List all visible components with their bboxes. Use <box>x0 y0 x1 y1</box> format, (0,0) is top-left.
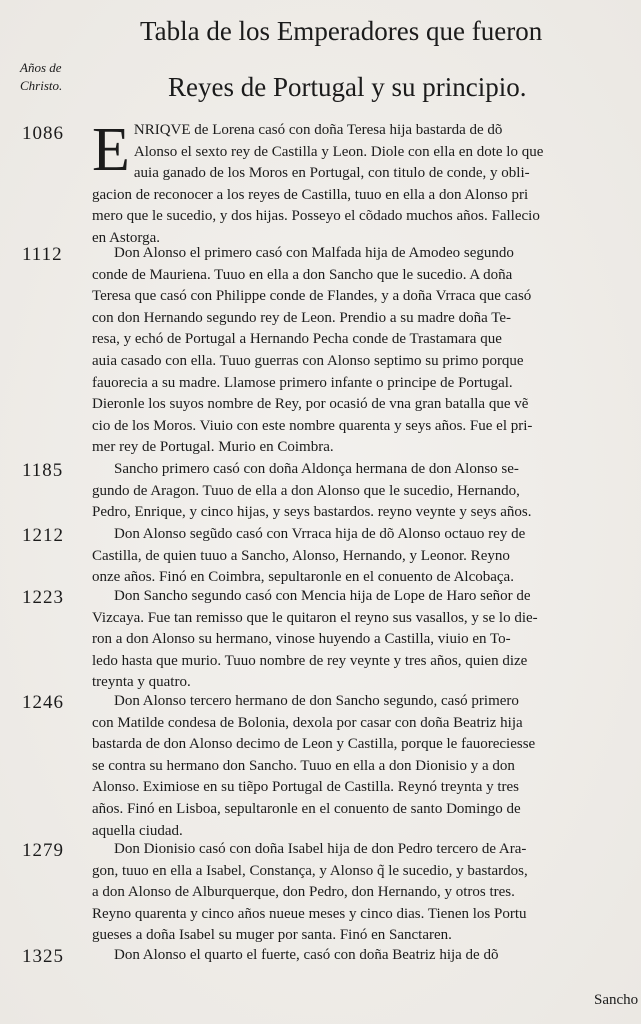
text-line: Vizcaya. Fue tan remisso que le quitaron el reyno sus vasallos, y se lo die- <box>92 609 538 626</box>
text-line: resa, y echó de Portugal a Hernando Pecha conde de Trastamara que <box>92 331 502 348</box>
text-line: en Astorga. <box>92 229 161 246</box>
text-line: auia ganado de los Moros en Portugal, con titulo de conde, y obli- <box>133 165 530 182</box>
text-line: Teresa que casó con Philippe conde de Flandes, y a doña Vrraca que casó <box>92 288 532 305</box>
text-line: con don Hernando segundo rey de Leon. Prendio a su madre doña Te- <box>92 309 511 326</box>
text-line: a don Alonso de Alburquerque, don Pedro, don Hernando, y otros tres. <box>92 884 515 901</box>
entry-paragraph <box>92 459 628 524</box>
year-label: 1223 <box>22 587 64 608</box>
text-line: fauorecia a su madre. Llamose primero infante o principe de Portugal. <box>92 374 513 391</box>
text-line: ron a don Alonso su hermano, vinose huyendo a Castilla, viuio en To- <box>92 631 511 648</box>
text-line: Alonso. Eximiose en su tiẽpo Portugal de Castilla. Reynó treynta y tres <box>92 779 520 796</box>
text-line: mer rey de Portugal. Murio en Coimbra. <box>92 439 334 456</box>
margin-heading-line-1: Años de <box>20 60 62 75</box>
text-line: Dieronle los suyos nombre de Rey, por ocasió de vna gran batalla que vẽ <box>92 396 529 413</box>
text-line: Don Alonso el primero casó con Malfada hija de Amodeo segundo <box>114 245 514 261</box>
text-line: ledo hasta que murio. Tuuo nombre de rey veynte y tres años, quien dize <box>92 652 528 669</box>
year-label: 1279 <box>22 840 64 861</box>
text-line: Don Dionisio casó con doña Isabel hija de don Pedro tercero de Ara- <box>114 841 527 857</box>
text-line: gacion de reconocer a los reyes de Castilla, tuuo en ella a don Alonso pri <box>92 186 529 203</box>
text-line: Don Alonso segũdo casó con Vrraca hija de dõ Alonso octauo rey de <box>114 526 526 542</box>
text-line: onze años. Finó en Coimbra, sepultaronle en el conuento de Alcobaça. <box>92 569 514 586</box>
text-line: gundo de Aragon. Tuuo de ella a don Alonso que le sucedio, Hernando, <box>92 482 520 499</box>
year-label: 1212 <box>22 525 64 546</box>
entry-paragraph <box>92 691 628 842</box>
text-line: aquella ciudad. <box>92 822 183 839</box>
page-title-line-2: Reyes de Portugal y su principio. <box>168 72 527 102</box>
text-line: Don Sancho segundo casó con Mencia hija de Lope de Haro señor de <box>114 588 531 604</box>
year-label: 1086 <box>22 123 64 144</box>
text-line: se contra su hermano don Sancho. Tuuo en ella a don Dionisio y a don <box>92 757 515 774</box>
text-line: mero que le sucedio, y dos hijas. Posseyo el cõdado muchos años. Fallecio <box>92 208 540 225</box>
text-line: treynta y quatro. <box>92 674 191 691</box>
text-line: Don Alonso tercero hermano de don Sancho segundo, casó primero <box>114 693 519 709</box>
drop-cap: E <box>92 116 130 184</box>
text-line: años. Finó en Lisboa, sepultaronle en el conuento de santo Domingo de <box>92 800 521 817</box>
text-line: con Matilde condesa de Bolonia, dexola por casar con doña Beatriz hija <box>92 714 523 731</box>
entry-paragraph <box>92 839 628 947</box>
page-title-line-1: Tabla de los Emperadores que fueron <box>140 16 543 46</box>
entry-paragraph <box>92 524 628 589</box>
text-line: Pedro, Enrique, y cinco hijas, y seys bastardos. reyno veynte y seys años. <box>92 504 532 521</box>
text-line: gueses a doña Isabel su muger por santa. Finó en Sanctaren. <box>92 927 452 944</box>
text-line: bastarda de don Alonso decimo de Leon y Castilla, porque le fauoreciesse <box>92 736 536 753</box>
entry-paragraph <box>92 945 628 967</box>
year-label: 1112 <box>22 244 63 265</box>
text-line: conde de Mauriena. Tuuo en ella a don Sancho que le sucedio. A doña <box>92 266 513 283</box>
entry-paragraph <box>92 243 628 459</box>
text-line: auia casado con ella. Tuuo guerras con Alonso septimo su primo porque <box>92 352 524 369</box>
margin-heading <box>20 59 90 95</box>
text-line: cio de los Moros. Viuio con este nombre quarenta y seys años. Fue el pri- <box>92 417 533 434</box>
text-line: Reyno quarenta y cinco años nueue meses y cinco dias. Tienen los Portu <box>92 905 527 922</box>
text-line: Sancho primero casó con doña Aldonça hermana de don Alonso se- <box>114 461 519 477</box>
entry-paragraph <box>92 116 628 250</box>
margin-heading-line-2: Christo. <box>20 78 63 93</box>
catchword: Sancho <box>594 992 639 1008</box>
year-label: 1185 <box>22 460 64 481</box>
year-label: 1246 <box>22 692 64 713</box>
text-line: Castilla, de quien tuuo a Sancho, Alonso, Hernando, y Leonor. Reyno <box>92 547 510 564</box>
text-line: gon, tuuo en ella a Isabel, Constança, y Alonso q̃ le sucedio, y bastardos, <box>92 862 528 879</box>
text-line: NRIQVE de Lorena casó con doña Teresa hija bastarda de dõ <box>133 122 503 138</box>
text-line: Don Alonso el quarto el fuerte, casó con doña Beatriz hija de dõ <box>114 947 499 963</box>
year-label: 1325 <box>22 946 64 967</box>
entry-paragraph <box>92 586 628 694</box>
text-line: Alonso el sexto rey de Castilla y Leon. Diole con ella en dote lo que <box>133 143 544 160</box>
